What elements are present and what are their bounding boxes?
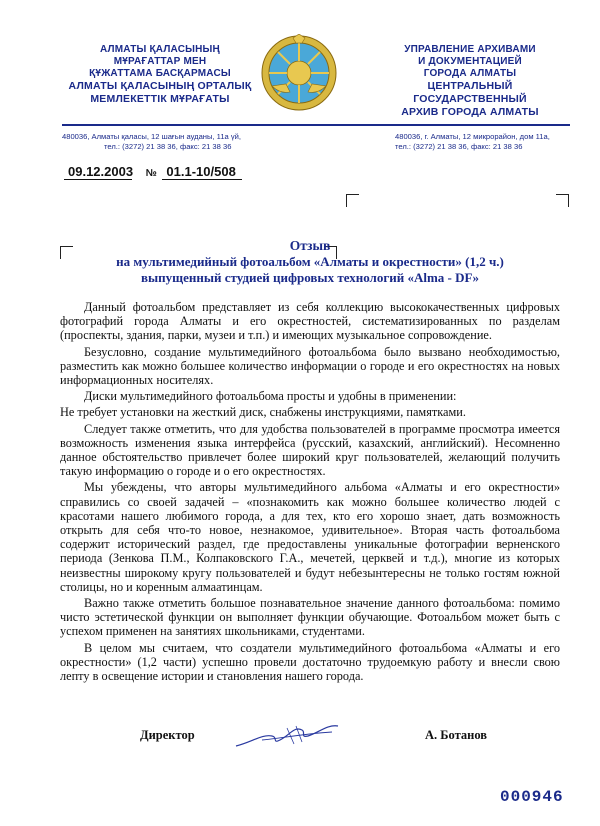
header-right bbox=[370, 44, 570, 119]
address-line: 480036, г. Алматы, 12 микрорайон, дом 11а, bbox=[395, 132, 550, 141]
paragraph: В целом мы считаем, что создатели мультимедийного фотоальбома «Алматы и его окрестности» (1,2 части) успешно провели достаточно трудоемкую работу и внесли свою лепту в освещение истории и становления нашего города. bbox=[60, 640, 560, 684]
document-date: 09.12.2003 bbox=[64, 164, 132, 180]
title-subject-line: выпущенный студией цифровых технологий «Alma - DF» bbox=[141, 270, 479, 285]
paragraph: Важно также отметить большое познавательное значение данного фотоальбома: помимо чисто эстетической функции он выполняет функции обучающие. Фотоальбом может быть с успехом применен на занятиях школьниками, студентами. bbox=[60, 596, 560, 639]
address-phone: тел.: (3272) 21 38 36, факс: 21 38 36 bbox=[395, 142, 523, 151]
corner-mark-addressee-left bbox=[346, 194, 359, 207]
address-phone: тел.: (3272) 21 38 36, факс: 21 38 36 bbox=[104, 142, 232, 151]
paragraph: Диски мультимедийного фотоальбома просты и удобны в применении: bbox=[84, 389, 457, 404]
header-left-line: ҚҰЖАТТАМА БАСҚАРМАСЫ bbox=[89, 68, 231, 79]
paragraph: Мы убеждены, что авторы мультимедийного альбома «Алматы и его окрестности» справились со своей задачей – «познакомить как можно большее количество людей с красотами нашего любимого города, а для тех, кто его хорошо знает, дать возможность открыть для себя что-то новое, незнакомое, удивительное». Вторая часть фотоальбома содержит исторический раздел, где предоставлены уникальные фотографии верненского периода (Зенкова П.М., Колпаковского Г.А., мечетей, церквей и т.д.), многие из которых неизвестны широкому кругу пользователей и будут небезынтересны не только гостям южной столицы, но и коренным алмаатинцам. bbox=[60, 480, 560, 594]
header-left-line: МЕМЛЕКЕТТІК МҰРАҒАТЫ bbox=[90, 93, 230, 105]
document-title bbox=[60, 238, 560, 286]
document-number: 01.1-10/508 bbox=[162, 164, 242, 180]
address-russian bbox=[395, 132, 595, 152]
address-line: 480036, Алматы қаласы, 12 шағын ауданы, 11а үй, bbox=[62, 132, 242, 141]
letter-body bbox=[60, 300, 560, 685]
number-sign: № bbox=[145, 168, 157, 179]
header-right-line: И ДОКУМЕНТАЦИЕЙ bbox=[418, 56, 522, 67]
serial-number: 000946 bbox=[500, 788, 564, 806]
address-kazakh bbox=[60, 132, 312, 152]
paragraph: Данный фотоальбом представляет из себя коллекцию высококачественных цифровых фотографий города Алматы и его окрестностей, систематизированных по разделам (проспекты, здания, парки, музеи и т.п.) и имеющих музыкальное сопровождение. bbox=[60, 300, 560, 343]
header-right-line: АРХИВ ГОРОДА АЛМАТЫ bbox=[401, 106, 539, 118]
paragraph: Безусловно, создание мультимедийного фотоальбома было вызвано необходимостью, разместить как можно большее количество информации о городе и его окрестностях на новых информационных носителях. bbox=[60, 344, 560, 388]
paragraph: Не требует установки на жесткий диск, снабжены инструкциями, памятками. bbox=[60, 405, 466, 420]
header-right-line: ЦЕНТРАЛЬНЫЙ ГОСУДАРСТВЕННЫЙ bbox=[413, 80, 527, 105]
document-meta bbox=[64, 164, 242, 180]
signatory-position: Директор bbox=[140, 728, 195, 742]
signatory-name: А. Ботанов bbox=[425, 728, 488, 742]
header-divider bbox=[62, 124, 570, 126]
paragraph: Следует также отметить, что для удобства пользователей в программе просмотра имеется возможность изменения языка интерфейса (русский, казахский, английский). Несомненно данное обстоятельство привлечет более широкий круг пользователей, желающий получить такую информацию о городе и о его окрестностях. bbox=[60, 421, 560, 479]
handwritten-signature-icon bbox=[232, 716, 342, 752]
header-right-line: УПРАВЛЕНИЕ АРХИВАМИ bbox=[404, 44, 536, 55]
header-left-line: МҰРАҒАТТАР МЕН bbox=[113, 56, 207, 67]
corner-mark-addressee-right bbox=[556, 194, 569, 207]
title-subject-line: на мультимедийный фотоальбом «Алматы и окрестности» (1,2 ч.) bbox=[116, 254, 504, 269]
title-heading: Отзыв bbox=[289, 238, 331, 253]
kazakhstan-state-emblem-icon bbox=[260, 34, 338, 112]
header-left-line: АЛМАТЫ ҚАЛАСЫНЫҢ ОРТАЛЫҚ bbox=[68, 80, 252, 92]
header-right-line: ГОРОДА АЛМАТЫ bbox=[423, 68, 517, 79]
header-left bbox=[60, 44, 260, 106]
header-left-line: АЛМАТЫ ҚАЛАСЫНЫҢ bbox=[100, 44, 220, 55]
